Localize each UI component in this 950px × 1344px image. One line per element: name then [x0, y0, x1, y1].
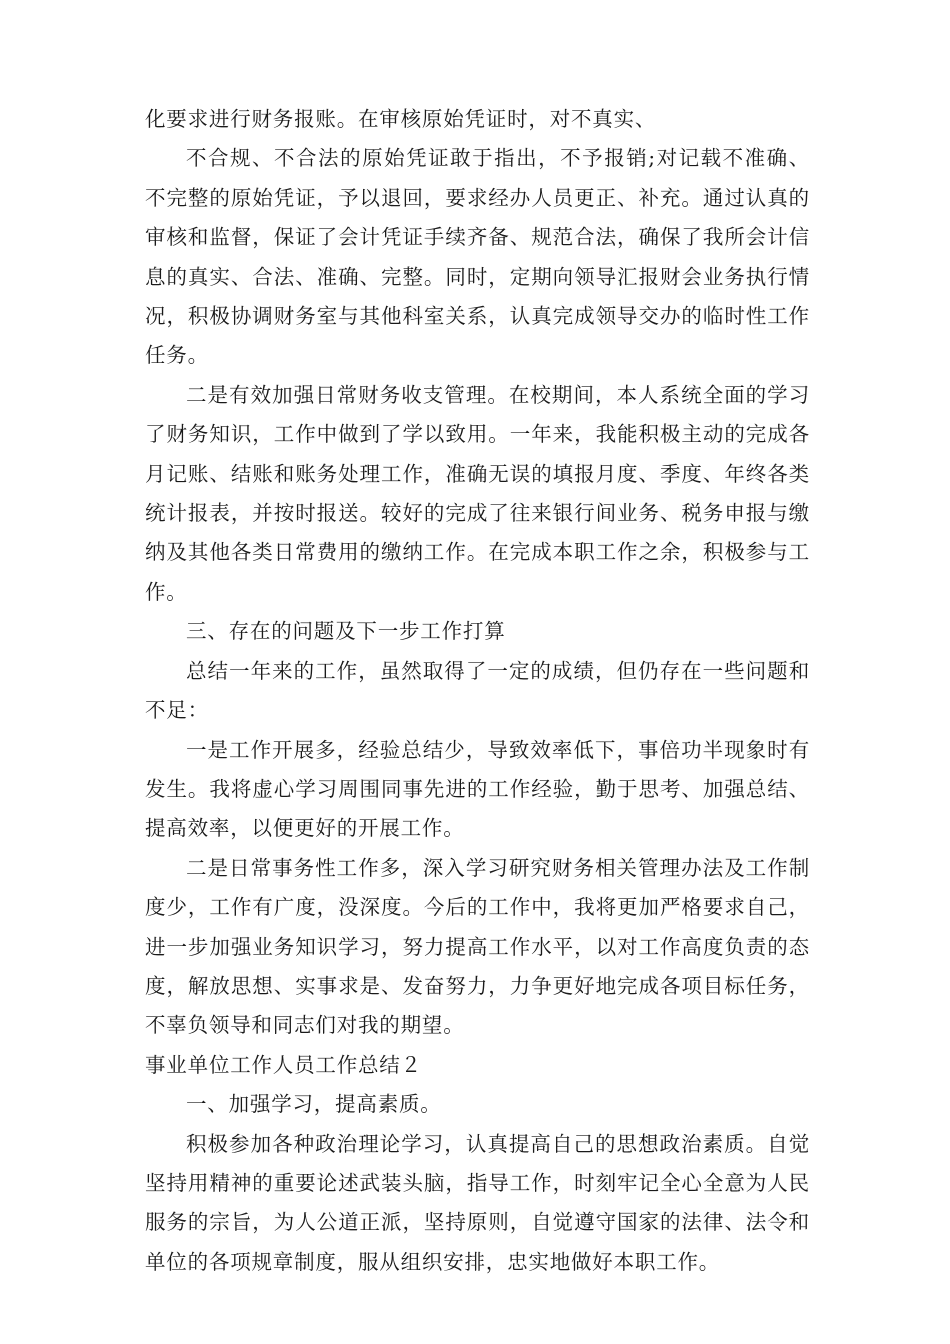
- paragraph-problem-one: 一是工作开展多，经验总结少，导致效率低下，事倍功半现象时有发生。我将虚心学习周围同事先进的工作经验，勤于思考、加强总结、提高效率，以便更好的开展工作。: [145, 737, 810, 841]
- paragraph-political-study: 积极参加各种政治理论学习，认真提高自己的思想政治素质。自觉坚持用精神的重要论述武装头脑，指导工作，时刻牢记全心全意为人民服务的宗旨，为人公道正派，坚持原则，自觉遵守国家的法律、法令和单位的各项规章制度，服从组织安排，忠实地做好本职工作。: [145, 1131, 810, 1274]
- paragraph-summary: 总结一年来的工作，虽然取得了一定的成绩，但仍存在一些问题和不足：: [145, 658, 810, 723]
- paragraph-financial-management: 二是有效加强日常财务收支管理。在校期间，本人系统全面的学习了财务知识，工作中做到了学以致用。一年来，我能积极主动的完成各月记账、结账和账务处理工作，准确无误的填报月度、季度、年终各类统计报表，并按时报送。较好的完成了往来银行间业务、税务申报与缴纳及其他各类日常费用的缴纳工作。在完成本职工作之余，积极参与工作。: [145, 382, 810, 604]
- paragraph-continuation: 化要求进行财务报账。在审核原始凭证时，对不真实、: [145, 107, 657, 131]
- section-heading-study: 一、加强学习，提高素质。: [186, 1092, 442, 1117]
- document-title-2: 事业单位工作人员工作总结２: [145, 1052, 422, 1077]
- paragraph-problem-two: 二是日常事务性工作多，深入学习研究财务相关管理办法及工作制度少，工作有广度，没深度。今后的工作中，我将更加严格要求自己，进一步加强业务知识学习，努力提高工作水平，以对工作高度负责的态度，解放思想、实事求是、发奋努力，力争更好地完成各项目标任务，不辜负领导和同志们对我的期望。: [145, 855, 810, 1038]
- section-heading-problems: 三、存在的问题及下一步工作打算: [186, 619, 506, 644]
- document-body: [145, 100, 810, 1282]
- paragraph-voucher-review: 不合规、不合法的原始凭证敢于指出，不予报销;对记载不准确、不完整的原始凭证，予以退回，要求经办人员更正、补充。通过认真的审核和监督，保证了会计凭证手续齐备、规范合法，确保了我所会计信息的真实、合法、准确、完整。同时，定期向领导汇报财会业务执行情况，积极协调财务室与其他科室关系，认真完成领导交办的临时性工作任务。: [145, 146, 810, 368]
